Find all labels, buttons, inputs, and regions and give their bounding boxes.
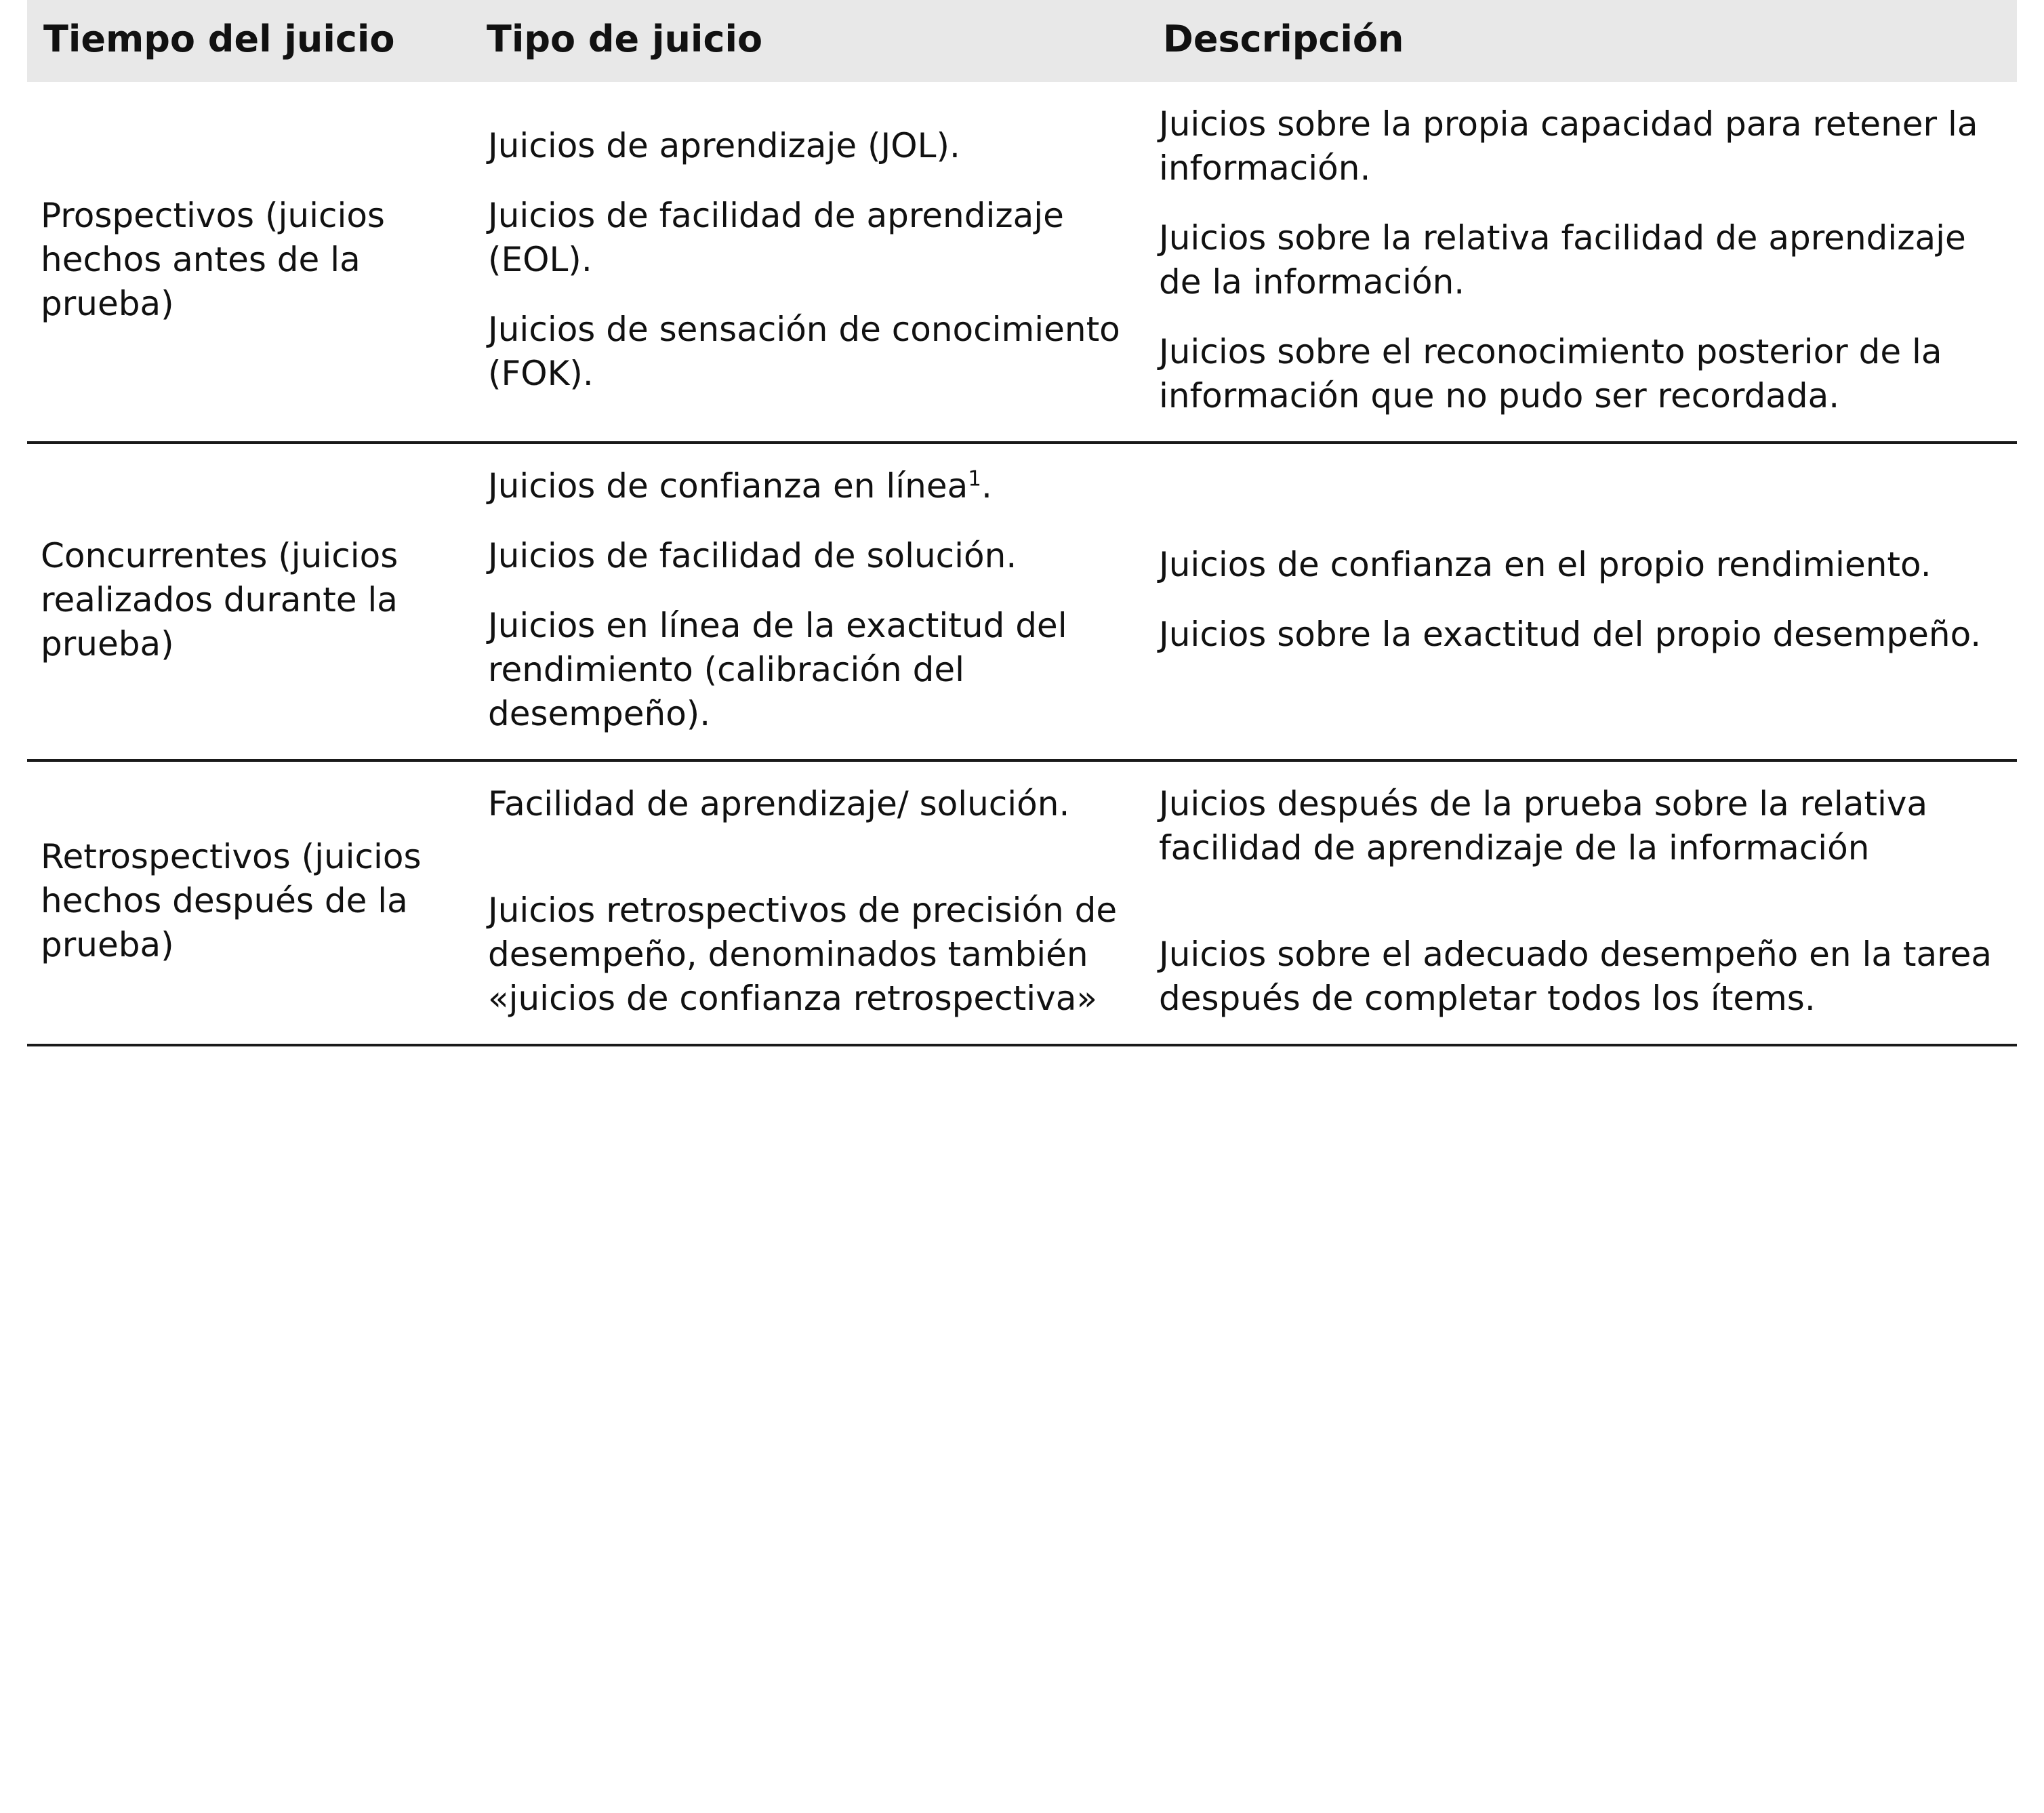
column-header-type: Tipo de juicio xyxy=(474,0,1145,82)
cell-judgment-type xyxy=(474,760,1145,1045)
judgment-type-suffix: . xyxy=(981,466,992,506)
judgment-type-item: Juicios de facilidad de solución. xyxy=(488,535,1017,575)
table-row xyxy=(27,760,2017,1045)
judgment-type-item xyxy=(488,464,1132,508)
judgment-time-label: Concurrentes (juicios realizados durante la prueba) xyxy=(41,535,398,664)
cell-judgment-type xyxy=(474,443,1145,760)
judgment-description-item: Juicios de confianza en el propio rendimiento. xyxy=(1159,545,1931,585)
judgment-time-label: Prospectivos (juicios hechos antes de la prueba) xyxy=(41,196,385,324)
cell-judgment-description xyxy=(1145,82,2017,443)
column-header-time: Tiempo del juicio xyxy=(27,0,474,82)
cell-judgment-time xyxy=(27,82,474,443)
judgment-description-item: Juicios sobre la relativa facilidad de aprendizaje de la información. xyxy=(1159,218,1966,302)
judgment-type-item: Juicios de aprendizaje (JOL). xyxy=(488,126,960,166)
spacer xyxy=(1159,896,2003,933)
judgment-description-item: Juicios sobre la propia capacidad para retener la información. xyxy=(1159,104,1978,188)
cell-judgment-description xyxy=(1145,443,2017,760)
table-row xyxy=(27,82,2017,443)
judgment-time-label: Retrospectivos (juicios hechos después de la prueba) xyxy=(41,837,422,965)
judgment-description-item: Juicios después de la prueba sobre la relativa facilidad de aprendizaje de la información xyxy=(1159,783,1928,868)
cell-judgment-description xyxy=(1145,760,2017,1045)
judgment-description-item: Juicios sobre el reconocimiento posterior de la información que no pudo ser recordada. xyxy=(1159,331,1942,415)
cell-judgment-type xyxy=(474,82,1145,443)
spacer xyxy=(488,852,1132,889)
judgment-type-item: Juicios de sensación de conocimiento (FOK). xyxy=(488,310,1120,394)
judgment-type-item: Facilidad de aprendizaje/ solución. xyxy=(488,783,1070,823)
judgment-type-item: Juicios de facilidad de aprendizaje (EOL). xyxy=(488,196,1064,280)
judgment-description-item: Juicios sobre la exactitud del propio desempeño. xyxy=(1159,615,1982,655)
judgment-description-item: Juicios sobre el adecuado desempeño en la tarea después de completar todos los ítems. xyxy=(1159,934,1992,1018)
table-header-row xyxy=(27,0,2017,82)
column-header-description: Descripción xyxy=(1145,0,2017,82)
judgment-types-table xyxy=(27,0,2017,1046)
cell-judgment-time xyxy=(27,443,474,760)
judgment-type-item: Juicios en línea de la exactitud del rendimiento (calibración del desempeño). xyxy=(488,605,1067,733)
cell-judgment-time xyxy=(27,760,474,1045)
judgment-type-text: Juicios de confianza en línea xyxy=(488,466,968,506)
table-row xyxy=(27,443,2017,760)
judgment-type-item: Juicios retrospectivos de precisión de desempeño, denominados también «juicios de confianza retrospectiva» xyxy=(488,890,1118,1018)
footnote-marker: 1 xyxy=(968,466,981,491)
table-header xyxy=(27,0,2017,82)
table-body xyxy=(27,82,2017,1045)
